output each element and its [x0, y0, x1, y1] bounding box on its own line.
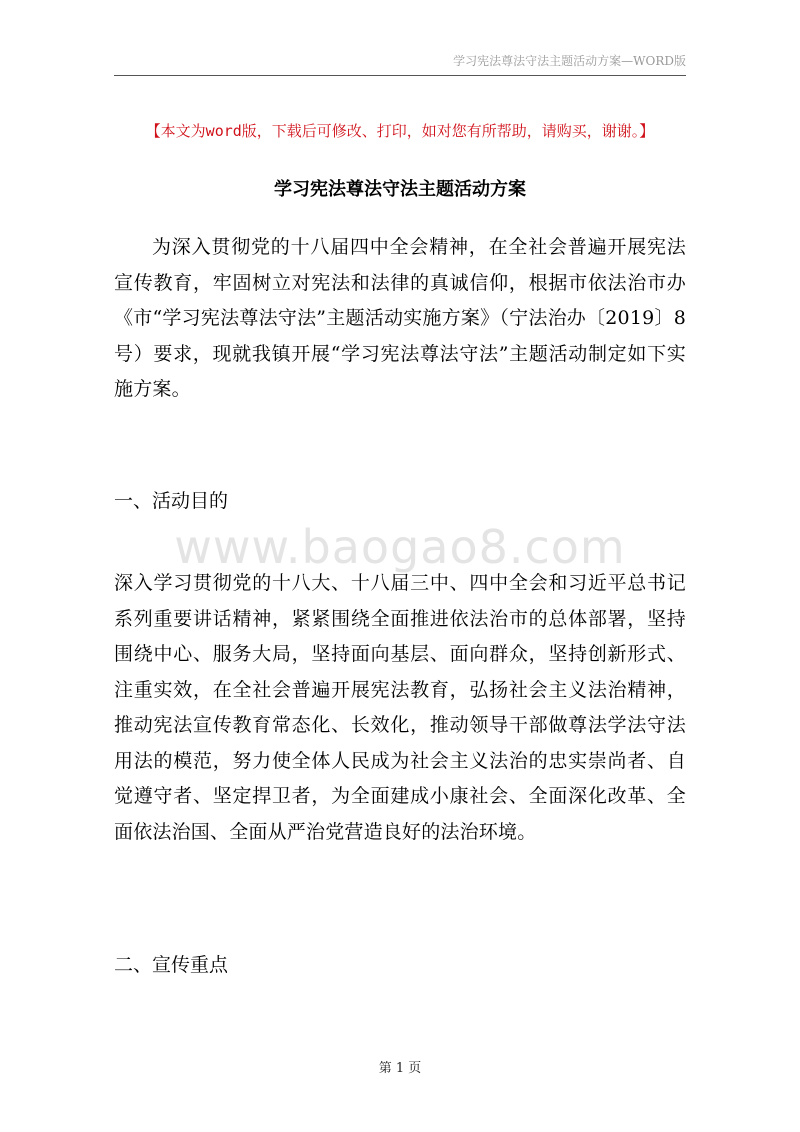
running-header: 学习宪法尊法守法主题活动方案—WORD版 — [453, 54, 686, 68]
section-heading-focus: 二、宣传重点 — [114, 954, 229, 976]
watermark-text: www.baogao8.com — [174, 520, 626, 574]
purpose-paragraph: 深入学习贯彻党的十八大、十八届三中、四中全会和习近平总书记系列重要讲话精神，紧紧围绕全面推进依法治市的总体部署，坚持围绕中心、服务大局，坚持面向基层、面向群众，坚持创新形式、注重实效，在全社会普遍开展宪法教育，弘扬社会主义法治精神，推动宪法宣传教育常态化、长效化，推动领导干部做尊法学法守法用法的模范，努力使全体人民成为社会主义法治的忠实崇尚者、自觉遵守者、坚定捍卫者，为全面建成小康社会、全面深化改革、全面依法治国、全面从严治党营造良好的法治环境。 — [114, 572, 686, 843]
header-divider — [114, 75, 686, 76]
section-heading-purpose: 一、活动目的 — [114, 490, 229, 512]
page-number: 第 1 页 — [378, 1061, 422, 1076]
intro-paragraph: 为深入贯彻党的十八届四中全会精神，在全社会普遍开展宪法宣传教育，牢固树立对宪法和法律的真诚信仰，根据市依法治市办《市“学习宪法尊法守法”主题活动实施方案》（宁法治办〔2019〕8号）要求，现就我镇开展“学习宪法尊法守法”主题活动制定如下实施方案。 — [114, 236, 686, 400]
purchase-notice: 【本文为word版，下载后可修改、打印，如对您有所帮助，请购买，谢谢。】 — [145, 122, 655, 140]
document-title: 学习宪法尊法守法主题活动方案 — [274, 179, 526, 200]
